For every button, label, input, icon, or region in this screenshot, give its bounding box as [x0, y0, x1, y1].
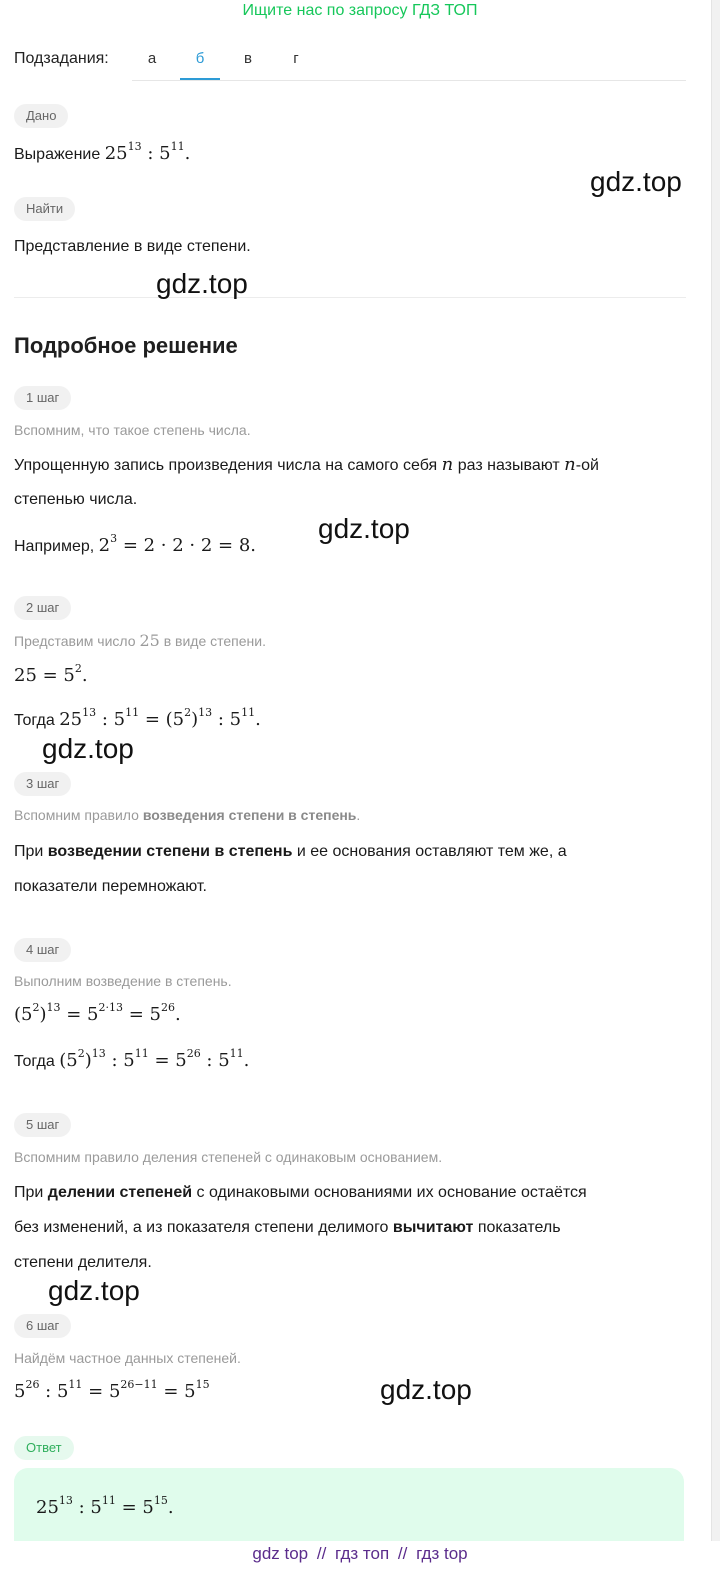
step-4-result: Тогда $(5^2)^{13}$ : $5^{11} = 5^{26}$ : $5^{11}$. — [14, 1047, 250, 1071]
step-2-formula: $25 = 5^2$. — [14, 662, 88, 686]
find-chip: Найти — [14, 197, 75, 221]
tab-b[interactable]: б — [180, 50, 220, 80]
footer-separator: // — [397, 1544, 408, 1563]
footer-link-gdz-top-mixed[interactable]: гдз top — [416, 1544, 468, 1563]
step-1-chip: 1 шаг — [14, 386, 71, 410]
solution-title: Подробное решение — [14, 333, 238, 358]
watermark: gdz.top — [42, 733, 134, 764]
step-6-chip: 6 шаг — [14, 1314, 71, 1338]
step-1-definition-cont: степенью числа. — [14, 491, 138, 508]
tab-v[interactable]: в — [244, 50, 252, 67]
step-4-formula: $(5^2)^{13} = 5^{2\cdot 13} = 5^{26}$. — [14, 1001, 181, 1025]
step-3-chip: 3 шаг — [14, 772, 71, 796]
step-1-example: Например, $2^3 = 2 \cdot 2 \cdot 2 = 8$. — [14, 532, 257, 556]
watermark: gdz.top — [380, 1374, 472, 1405]
step-2-hint: Представим число 25 в виде степени. — [14, 631, 266, 650]
step-1-hint: Вспомним, что такое степень числа. — [14, 422, 251, 438]
given-text: Выражение $25^{13}$ : $5^{11}$. — [14, 140, 191, 164]
step-5-chip: 5 шаг — [14, 1113, 71, 1137]
step-5-rule-end: степени делителя. — [14, 1254, 152, 1271]
step-5-rule: При делении степеней с одинаковыми основаниями их основание остаётся — [14, 1184, 587, 1201]
subtasks-label: Подзадания: — [14, 50, 109, 67]
step-6-formula: $5^{26}$ : $5^{11} = 5^{26-11} = 5^{15}$ — [14, 1378, 210, 1402]
step-3-rule: При возведении степени в степень и ее основания оставляют тем же, а — [14, 843, 567, 860]
step-4-hint: Выполним возведение в степень. — [14, 973, 232, 989]
watermark: gdz.top — [590, 166, 682, 197]
scrollbar[interactable] — [711, 0, 720, 1588]
footer-link-gdz-top[interactable]: gdz top — [252, 1544, 309, 1563]
step-4-chip: 4 шаг — [14, 938, 71, 962]
step-5-hint: Вспомним правило деления степеней с одинаковым основанием. — [14, 1149, 443, 1165]
footer — [0, 1541, 720, 1588]
step-6-hint: Найдём частное данных степеней. — [14, 1350, 241, 1366]
answer-chip: Ответ — [14, 1436, 74, 1460]
step-2-chip: 2 шаг — [14, 596, 71, 620]
step-2-result: Тогда $25^{13}$ : $5^{11} = (5^2)^{13}$ : $5^{11}$. — [14, 706, 261, 730]
footer-link-gdz-top-ru[interactable]: гдз топ — [335, 1544, 390, 1563]
find-text: Представление в виде степени. — [14, 238, 251, 255]
tab-g[interactable]: г — [293, 50, 299, 67]
step-3-rule-cont: показатели перемножают. — [14, 878, 207, 895]
step-1-definition: Упрощенную запись произведения числа на самого себя n раз называют n-ой — [14, 454, 599, 475]
given-chip: Дано — [14, 104, 68, 128]
step-3-hint: Вспомним правило возведения степени в степень. — [14, 807, 361, 823]
promo-banner[interactable]: Ищите нас по запросу ГДЗ ТОП — [242, 2, 478, 19]
tab-a[interactable]: а — [147, 50, 157, 67]
footer-separator: // — [316, 1544, 327, 1563]
subtask-tabs — [132, 48, 686, 81]
subtasks-bar — [14, 48, 686, 80]
watermark: gdz.top — [156, 268, 248, 299]
watermark: gdz.top — [48, 1275, 140, 1306]
answer-formula: $25^{13}$ : $5^{11} = 5^{15}$. — [36, 1494, 174, 1518]
watermark: gdz.top — [318, 513, 410, 544]
divider — [14, 297, 686, 298]
step-5-rule-cont: без изменений, а из показателя степени делимого вычитают показатель — [14, 1219, 561, 1236]
